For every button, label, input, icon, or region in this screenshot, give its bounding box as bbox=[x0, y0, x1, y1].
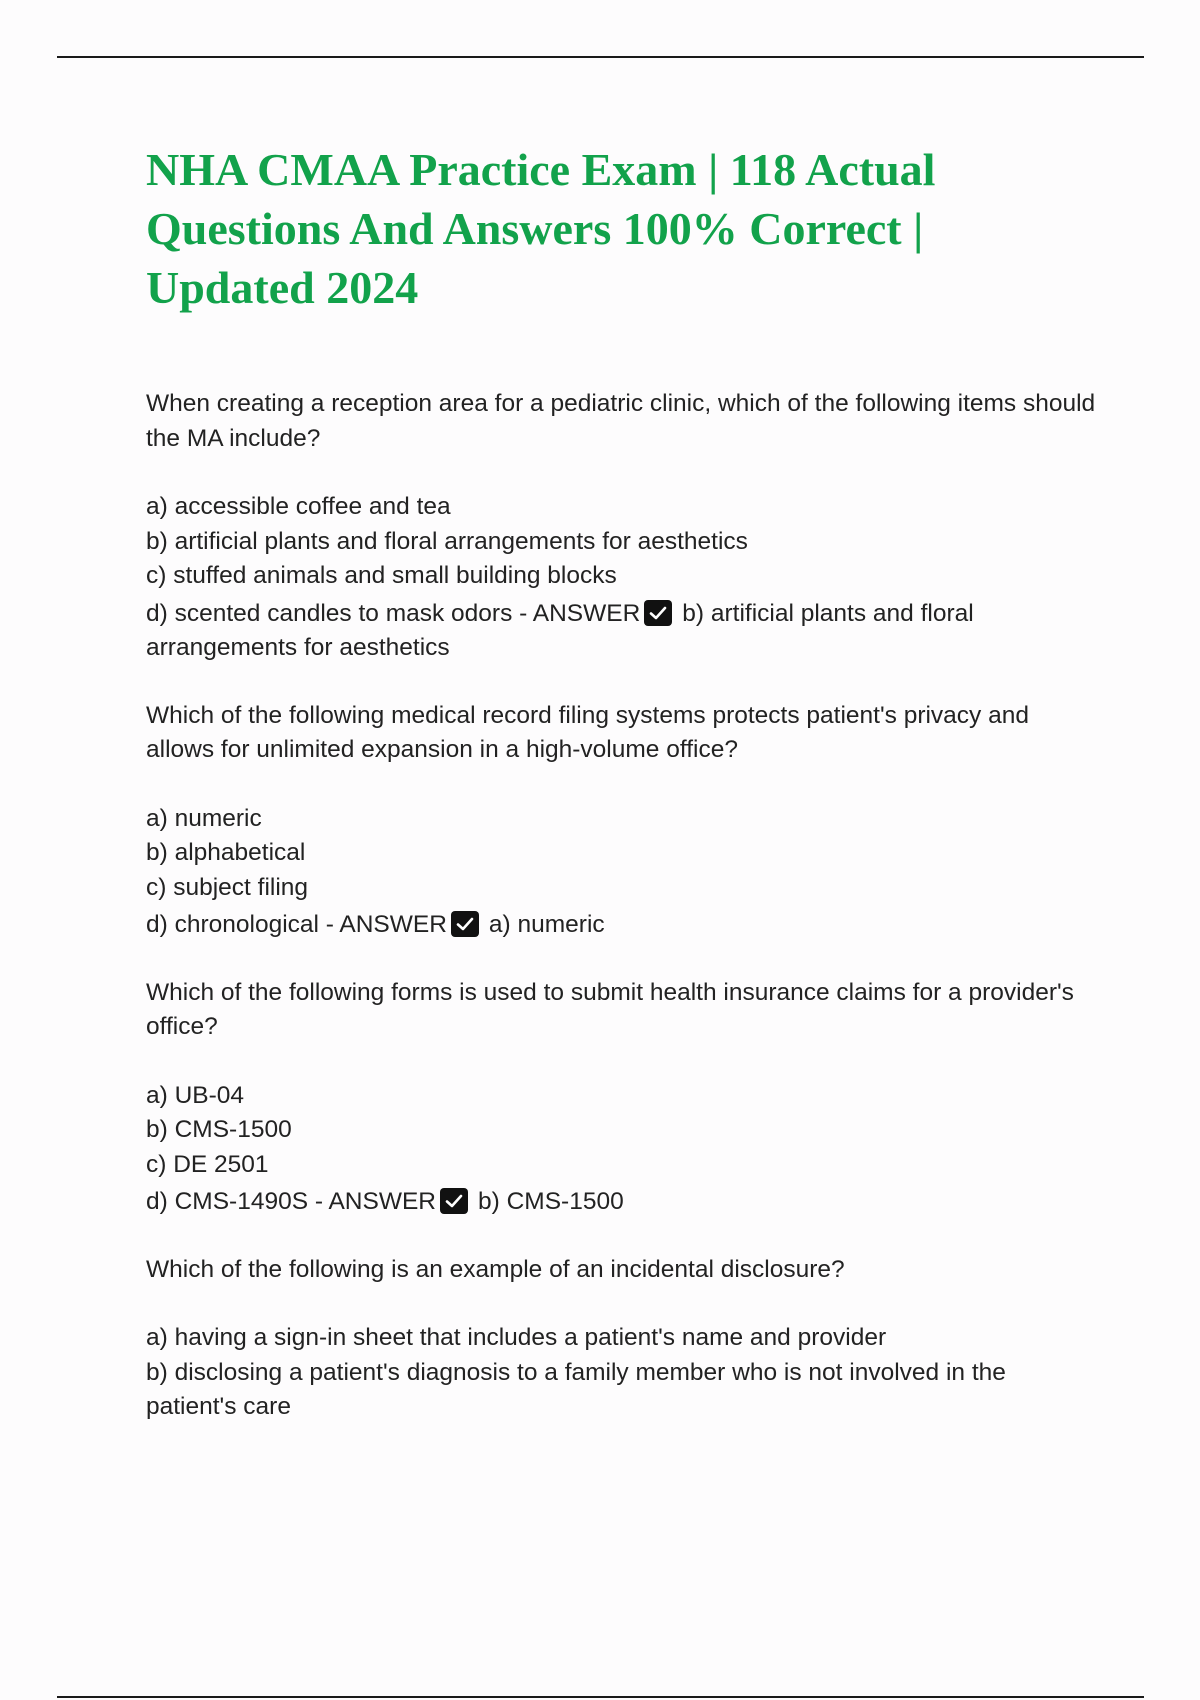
option-c: c) subject filing bbox=[146, 873, 309, 901]
option-b: b) alphabetical bbox=[146, 839, 306, 866]
question-text: When creating a reception area for a pediatric clinic, which of the following items should the MA include? bbox=[146, 390, 1096, 452]
document-title: NHA CMAA Practice Exam | 118 Actual Questions And Answers 100% Correct | Updated 2024 bbox=[146, 144, 936, 313]
option-b: b) CMS-1500 bbox=[146, 1116, 292, 1143]
question-2 bbox=[146, 699, 1096, 943]
question-text: Which of the following is an example of an incidental disclosure? bbox=[146, 1255, 845, 1283]
option-c: c) DE 2501 bbox=[146, 1150, 269, 1178]
option-d-with-answer bbox=[146, 594, 1096, 666]
answer-text: b) CMS-1500 bbox=[478, 1188, 624, 1215]
option-b: b) artificial plants and floral arrangements for aesthetics bbox=[146, 527, 748, 555]
question-3 bbox=[146, 976, 1096, 1220]
option-a: a) having a sign-in sheet that includes a patient's name and provider bbox=[146, 1324, 887, 1351]
option-b: b) disclosing a patient's diagnosis to a family member who is not involved in the patient's care bbox=[146, 1358, 1006, 1420]
question-text: Which of the following medical record filing systems protects patient's privacy and allows for unlimited expansion in a high-volume office? bbox=[146, 701, 1029, 763]
question-1 bbox=[146, 387, 1096, 666]
checkmark-box-icon bbox=[451, 911, 479, 937]
option-d: d) chronological - ANSWER bbox=[146, 911, 447, 938]
option-d: d) CMS-1490S - ANSWER bbox=[146, 1188, 436, 1215]
option-d-with-answer bbox=[146, 905, 1096, 943]
checkmark-box-icon bbox=[440, 1188, 468, 1214]
option-a: a) accessible coffee and tea bbox=[146, 493, 451, 520]
option-c: c) stuffed animals and small building blocks bbox=[146, 562, 617, 589]
checkmark-box-icon bbox=[644, 600, 672, 626]
question-4 bbox=[146, 1253, 1096, 1425]
question-text: Which of the following forms is used to submit health insurance claims for a provider's office? bbox=[146, 978, 1074, 1040]
bottom-divider bbox=[57, 1696, 1144, 1698]
answer-text: a) numeric bbox=[488, 911, 605, 938]
answer-text: b) artificial plants and floral arrangements for aesthetics bbox=[146, 599, 974, 661]
question-list bbox=[146, 387, 1096, 1458]
option-a: a) numeric bbox=[146, 804, 262, 832]
option-d-with-answer bbox=[146, 1182, 1096, 1220]
option-d: d) scented candles to mask odors - ANSWER bbox=[146, 599, 641, 627]
top-divider bbox=[57, 56, 1144, 58]
option-a: a) UB-04 bbox=[146, 1081, 245, 1109]
